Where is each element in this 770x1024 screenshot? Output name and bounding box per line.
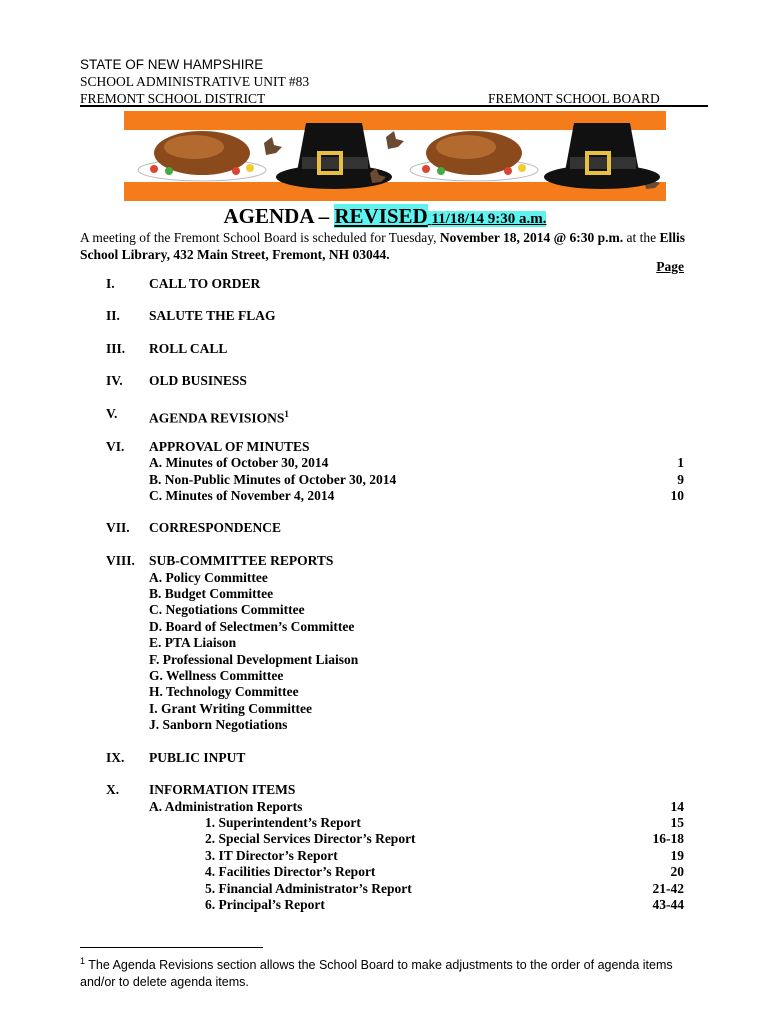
- page-number: 43-44: [652, 897, 684, 912]
- page-number: 15: [670, 815, 684, 830]
- page-number: 19: [670, 848, 684, 863]
- sub-item: E. PTA Liaison: [149, 635, 237, 650]
- header-state: STATE OF NEW HAMPSHIRE: [80, 57, 264, 72]
- item-approval-minutes: APPROVAL OF MINUTES: [149, 439, 310, 454]
- item-agenda-revisions: AGENDA REVISIONS$^1$: [149, 409, 289, 426]
- item-number: III.: [106, 341, 126, 356]
- item-information-items: INFORMATION ITEMS: [149, 782, 296, 797]
- agenda-title: AGENDA – REVISED 11/18/14 9:30 a.m.: [223, 204, 547, 228]
- sub-item: G. Wellness Committee: [149, 668, 284, 683]
- item-number: VIII.: [106, 553, 135, 568]
- sub-item: B. Budget Committee: [149, 586, 274, 601]
- sub-item: A. Minutes of October 30, 2014: [149, 455, 329, 470]
- item-number: I.: [106, 276, 115, 291]
- item-call-to-order: CALL TO ORDER: [149, 276, 261, 291]
- header-sau: SCHOOL ADMINISTRATIVE UNIT #83: [80, 74, 310, 89]
- report-item: 3. IT Director’s Report: [205, 848, 338, 863]
- item-number: IX.: [106, 750, 125, 765]
- page-number: 14: [670, 799, 684, 814]
- sub-item: I. Grant Writing Committee: [149, 701, 312, 716]
- sub-item: D. Board of Selectmen’s Committee: [149, 619, 355, 634]
- page-number: 10: [670, 488, 684, 503]
- report-item: 4. Facilities Director’s Report: [205, 864, 376, 879]
- page-number: 21-42: [652, 881, 684, 896]
- meeting-intro: A meeting of the Fremont School Board is scheduled for Tuesday, November 18, 2014 @ 6:30 p.m. at the Ellis School Library, 432 Main Street, Fremont, NH 03044.: [80, 230, 686, 262]
- item-number: VI.: [106, 439, 125, 454]
- report-item: 1. Superintendent’s Report: [205, 815, 361, 830]
- banner-art: [124, 111, 666, 201]
- item-public-input: PUBLIC INPUT: [149, 750, 246, 765]
- item-old-business: OLD BUSINESS: [149, 373, 247, 388]
- sub-item: C. Minutes of November 4, 2014: [149, 488, 335, 503]
- pilgrim-hat-icon: [544, 123, 660, 189]
- item-subcommittee-reports: SUB-COMMITTEE REPORTS: [149, 553, 334, 568]
- report-item: 5. Financial Administrator’s Report: [205, 881, 412, 896]
- footnote: $^1$ The Agenda Revisions section allows the School Board to make adjustments to the order of agenda items and/or to delete agenda items.: [80, 956, 673, 990]
- item-roll-call: ROLL CALL: [149, 341, 228, 356]
- page-number: 1: [677, 455, 684, 470]
- report-item: 6. Principal’s Report: [205, 897, 325, 912]
- page-column-label: Page: [656, 259, 684, 274]
- item-correspondence: CORRESPONDENCE: [149, 520, 282, 535]
- item-number: V.: [106, 406, 118, 421]
- sub-item: F. Professional Development Liaison: [149, 652, 359, 667]
- sub-item: A. Administration Reports: [149, 799, 303, 814]
- revised-label: REVISED: [334, 204, 428, 228]
- footnote-rule: [80, 947, 263, 948]
- turkey-icon: [410, 131, 538, 181]
- sub-item: J. Sanborn Negotiations: [149, 717, 288, 732]
- page-number: 9: [677, 472, 684, 487]
- item-salute-flag: SALUTE THE FLAG: [149, 308, 276, 323]
- header-rule: [80, 105, 708, 107]
- sub-item: B. Non-Public Minutes of October 30, 2014: [149, 472, 397, 487]
- item-number: X.: [106, 782, 120, 797]
- revised-date: 11/18/14 9:30 a.m.: [431, 211, 547, 227]
- item-number: II.: [106, 308, 120, 323]
- header-district: FREMONT SCHOOL DISTRICT: [80, 91, 266, 106]
- report-item: 2. Special Services Director’s Report: [205, 831, 416, 846]
- sub-item: H. Technology Committee: [149, 684, 299, 699]
- sub-item: A. Policy Committee: [149, 570, 268, 585]
- header-board: FREMONT SCHOOL BOARD: [488, 91, 660, 106]
- item-number: VII.: [106, 520, 130, 535]
- sub-item: C. Negotiations Committee: [149, 602, 305, 617]
- turkey-icon: [138, 131, 266, 181]
- page-number: 16-18: [652, 831, 684, 846]
- item-number: IV.: [106, 373, 123, 388]
- thanksgiving-banner: [124, 111, 666, 201]
- page-number: 20: [670, 864, 684, 879]
